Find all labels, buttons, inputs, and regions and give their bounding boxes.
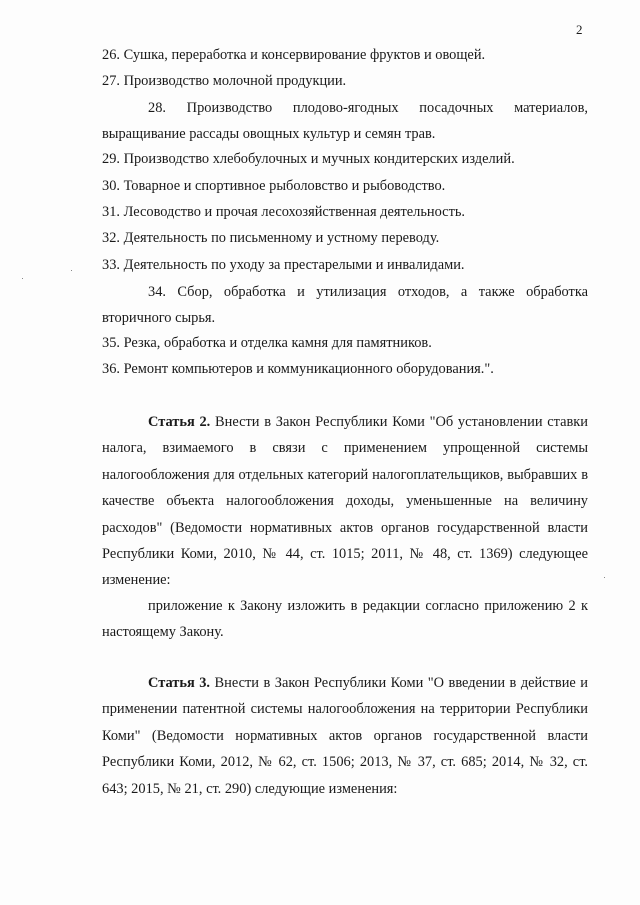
article-3-paragraph (102, 670, 588, 802)
list-item-33: 33. Деятельность по уходу за престарелыми и инвалидами. (102, 257, 465, 273)
article-2-paragraph (102, 409, 588, 594)
page-number: 2 (576, 22, 583, 37)
list-item-27: 27. Производство молочной продукции. (102, 73, 347, 89)
article-2-sub-paragraph: приложение к Закону изложить в редакции согласно приложению 2 к настоящему Закону. (102, 598, 588, 641)
list-item-32: 32. Деятельность по письменному и устному переводу. (102, 230, 440, 246)
article-2-text: Внести в Закон Республики Коми "Об установлении ставки налога, взимаемого в связи с применением упрощенной системы налогообложения для отдельных категорий налогоплательщиков, выбравших в качестве объекта налогообложения доходы, уменьшенные на величину расходов" (Ведомости нормативных актов органов государственной власти Республики Коми, 2010, № 44, ст. 1015; 2011, № 48, ст. 1369) следующее изменение: (102, 414, 588, 589)
article-3-heading: Статья 3. (148, 675, 211, 691)
scan-speck (71, 270, 72, 271)
list-item-28: 28. Производство плодово-ягодных посадочных материалов, выращивание рассады овощных культур и семян трав. (102, 100, 588, 142)
list-item-36: 36. Ремонт компьютеров и коммуникационного оборудования.". (102, 361, 494, 377)
article-3-text: Внести в Закон Республики Коми "О введении в действие и применении патентной системы налогообложения на территории Республики Коми" (Ведомости нормативных актов органов государственной власти Республики Коми, 2012, № 62, ст. 1506; 2013, № 37, ст. 685; 2014, № 32, ст. 643; 2015, № 21, ст. 290) следующие изменения: (102, 675, 589, 797)
article-2-heading: Статья 2. (148, 414, 211, 430)
list-item-26: 26. Сушка, переработка и консервирование фруктов и овощей. (102, 47, 486, 63)
scan-speck (604, 577, 605, 578)
scan-speck (22, 278, 23, 279)
list-item-29: 29. Производство хлебобулочных и мучных кондитерских изделий. (102, 151, 515, 167)
list-item-35: 35. Резка, обработка и отделка камня для памятников. (102, 335, 432, 351)
list-item-31: 31. Лесоводство и прочая лесохозяйственная деятельность. (102, 204, 466, 220)
list-item-34: 34. Сбор, обработка и утилизация отходов, а также обработка вторичного сырья. (102, 284, 588, 326)
list-item-30: 30. Товарное и спортивное рыболовство и рыбоводство. (102, 178, 446, 194)
